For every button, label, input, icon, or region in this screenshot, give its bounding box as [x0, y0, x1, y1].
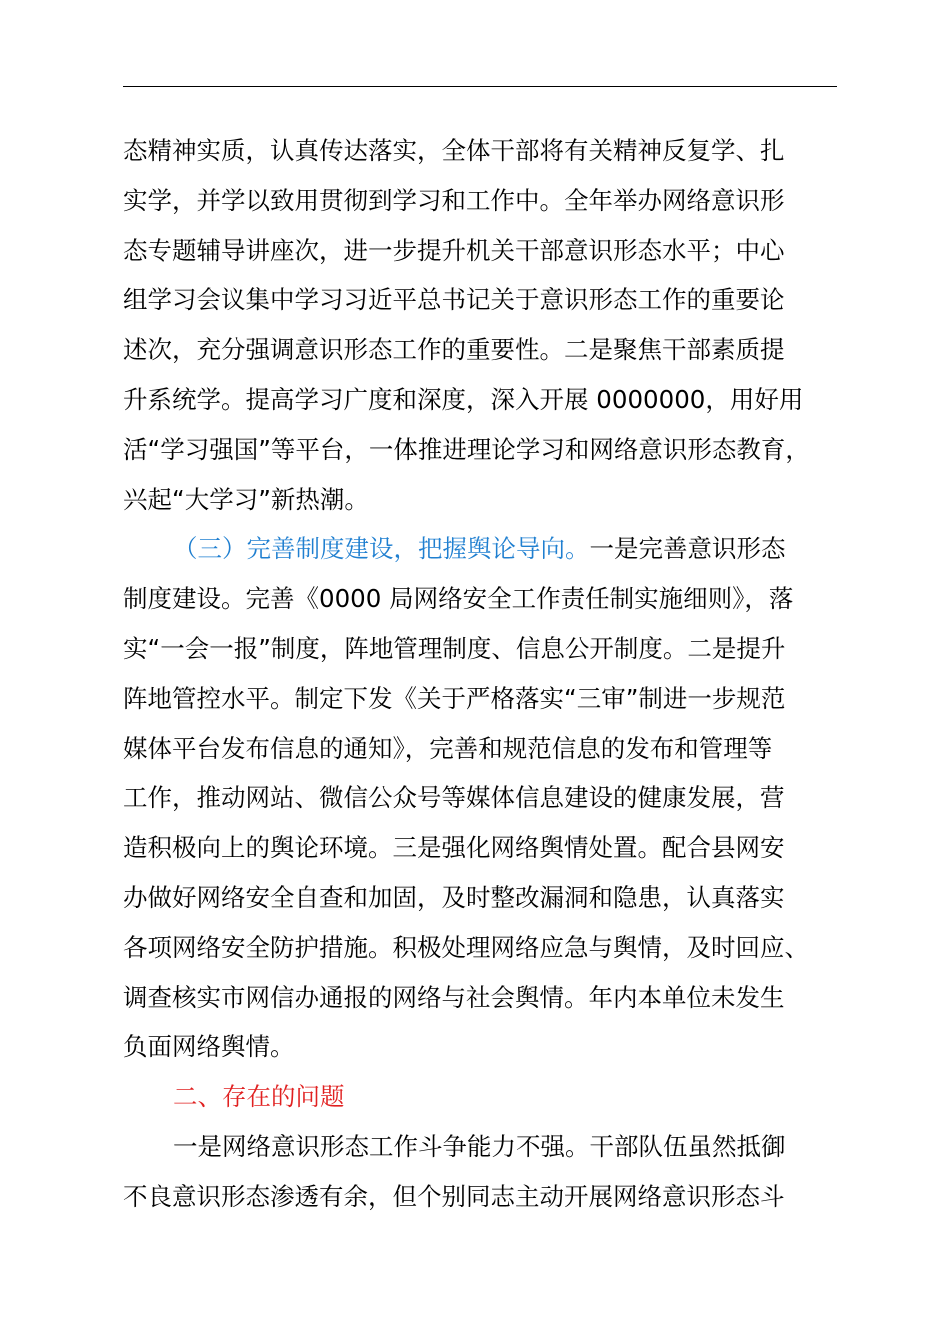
text-line: 调查核实市网信办通报的网络与社会舆情。年内本单位未发生 — [123, 982, 785, 1012]
header-rule — [123, 86, 837, 87]
text-line: 制度建设。完善《0000 局网络安全工作责任制实施细则》，落 — [123, 584, 794, 614]
text-line: 态精神实质，认真传达落实，全体干部将有关精神反复学、扎 — [123, 136, 785, 165]
text-line: 工作，推动网站、微信公众号等媒体信息建设的健康发展，营 — [123, 783, 785, 813]
section-3-heading: （三）完善制度建设，把握舆论导向。 — [173, 534, 590, 564]
section-3-line — [123, 524, 837, 574]
text-line: 办做好网络安全自查和加固，及时整改漏洞和隐患，认真落实 — [123, 882, 785, 912]
text-line: 组学习会议集中学习习近平总书记关于意识形态工作的重要论 — [123, 285, 785, 315]
text-line: 负面网络舆情。 — [123, 1032, 295, 1062]
part-2-heading: 二、存在的问题 — [173, 1082, 345, 1112]
text-line: 不良意识形态渗透有余，但个别同志主动开展网络意识形态斗 — [123, 1181, 785, 1211]
body-text — [123, 126, 837, 1222]
text-line: 一是网络意识形态工作斗争能力不强。干部队伍虽然抵御 — [173, 1131, 786, 1161]
text-line: 述次，充分强调意识形态工作的重要性。二是聚焦干部素质提 — [123, 335, 785, 365]
text-line: 实“一会一报”制度，阵地管理制度、信息公开制度。二是提升 — [123, 633, 786, 663]
text-line: 媒体平台发布信息的通知》，完善和规范信息的发布和管理等 — [123, 733, 773, 763]
text-line: 一是完善意识形态 — [589, 534, 786, 564]
text-line: 态专题辅导讲座次，进一步提升机关干部意识形态水平；中心 — [123, 235, 785, 265]
text-line: 阵地管控水平。制定下发《关于严格落实“三审”制进一步规范 — [123, 683, 786, 713]
text-line: 活“学习强国”等平台，一体推进理论学习和网络意识形态教育， — [123, 434, 810, 464]
text-line: 造积极向上的舆论环境。三是强化网络舆情处置。配合县网安 — [123, 833, 785, 863]
text-line: 各项网络安全防护措施。积极处理网络应急与舆情，及时回应、 — [123, 932, 809, 962]
text-line: 兴起“大学习”新热潮。 — [123, 484, 369, 514]
text-line: 实学，并学以致用贯彻到学习和工作中。全年举办网络意识形 — [123, 185, 785, 215]
text-line: 升系统学。提高学习广度和深度，深入开展 0000000，用好用 — [123, 384, 804, 414]
